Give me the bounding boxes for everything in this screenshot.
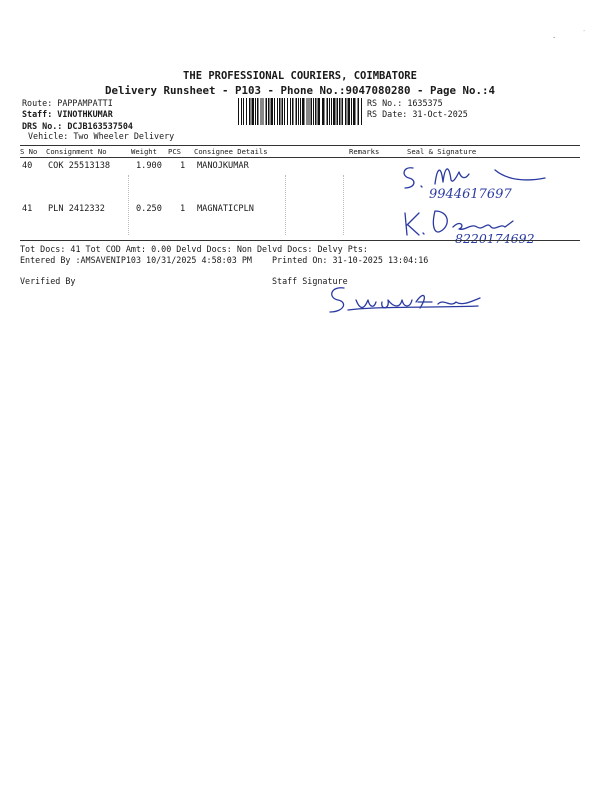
barcode-bar [307,98,308,125]
staff-signature-label: Staff Signature [272,276,348,286]
barcode-bar [252,98,255,125]
cell-consignment: PLN 2412332 [48,204,105,214]
cell-consignment: COK 25513138 [48,161,111,171]
barcode-bar [331,98,332,125]
cell-pcs: 1 [180,161,186,171]
col-seal-signature: Seal & Signature [407,147,477,156]
barcode-bar [333,98,336,125]
barcode-bar [266,98,268,125]
barcode-bar [243,98,244,125]
table-top-rule [20,145,580,146]
vehicle-label: Vehicle: Two Wheeler Delivery [28,131,175,141]
drs-number: DRS No.: DCJB163537504 [22,121,133,131]
rs-date: RS Date: 31-Oct-2025 [367,109,468,119]
barcode-bar [246,98,247,125]
col-remarks: Remarks [349,147,380,156]
runsheet-subtitle: Delivery Runsheet - P103 - Phone No.:9047080280 - Page No.:4 [104,84,496,97]
cell-weight: 1.900 [136,161,162,171]
barcode-bar [298,98,299,125]
barcode-bar [274,98,275,125]
company-title: THE PROFESSIONAL COURIERS, COIMBATORE [183,70,417,82]
barcode-bar [268,98,270,125]
verified-by-label: Verified By [20,276,76,286]
summary-line: Tot Docs: 41 Tot COD Amt: 0.00 Delvd Docs: Non Delvd Docs: Delvy Pts: [20,244,368,254]
col-consignment: Consignment No [46,147,107,156]
cell-sno: 40 [22,161,33,171]
barcode-bar [348,98,351,125]
barcode-bar [358,98,360,125]
cell-pcs: 1 [180,204,186,214]
column-guide [128,175,129,235]
table-bottom-rule [20,240,580,241]
barcode-bar [279,98,281,125]
barcode-bar [284,98,285,125]
barcode-bar [257,98,259,125]
printed-on: Printed On: 31-10-2025 13:04:16 [272,255,429,265]
barcode-bar [277,98,278,125]
barcode-bar [309,98,310,125]
barcode-bar [255,98,256,125]
svg-text:8220174692: 8220174692 [455,231,535,246]
barcode-bar [353,98,356,125]
signature-row-40 [395,158,555,202]
barcode-bar [302,98,305,125]
staff-label: Staff: VINOTHKUMAR [22,109,113,119]
barcode-bar [329,98,330,125]
barcode-bar [361,98,362,125]
barcode-bar [315,98,317,125]
barcode-bar [263,98,264,125]
scan-mark: · [552,34,557,42]
barcode-bar [261,98,262,125]
barcode-bar [292,98,294,125]
column-guide [285,175,286,235]
column-guide [343,175,344,235]
barcode-bar [249,98,251,125]
route-label: Route: PAPPAMPATTI [22,98,113,108]
col-sno: S No [20,147,38,156]
col-pcs: PCS [168,147,181,156]
barcode-bar [322,98,325,125]
col-weight: Weight [131,147,157,156]
cell-sno: 41 [22,204,33,214]
barcode-bar [290,98,291,125]
signature-row-41 [395,205,560,249]
barcode-image [238,98,363,125]
barcode-bar [282,98,284,125]
barcode-bar [241,98,242,125]
barcode-bar [337,98,339,125]
barcode-bar [311,98,313,125]
barcode-bar [287,98,288,125]
barcode-bar [342,98,344,125]
entered-by: Entered By :AMSAVENIP103 10/31/2025 4:58:03 PM [20,255,252,265]
scan-mark: ˙ [582,30,587,38]
rs-number: RS No.: 1635375 [367,98,443,108]
barcode-bar [318,98,321,125]
barcode-bar [345,98,347,125]
barcode-bar [351,98,352,125]
cell-consignee: MAGNATICPLN [197,204,254,214]
barcode-bar [271,98,274,125]
barcode-bar [313,98,314,125]
staff-signature [320,284,490,318]
barcode-bar [339,98,341,125]
barcode-bar [238,98,239,125]
col-consignee: Consignee Details [194,147,268,156]
barcode-bar [296,98,298,125]
cell-weight: 0.250 [136,204,162,214]
barcode-bar [327,98,329,125]
barcode-bar [300,98,301,125]
svg-text:9944617697: 9944617697 [429,187,512,202]
cell-consignee: MANOJKUMAR [197,161,249,171]
